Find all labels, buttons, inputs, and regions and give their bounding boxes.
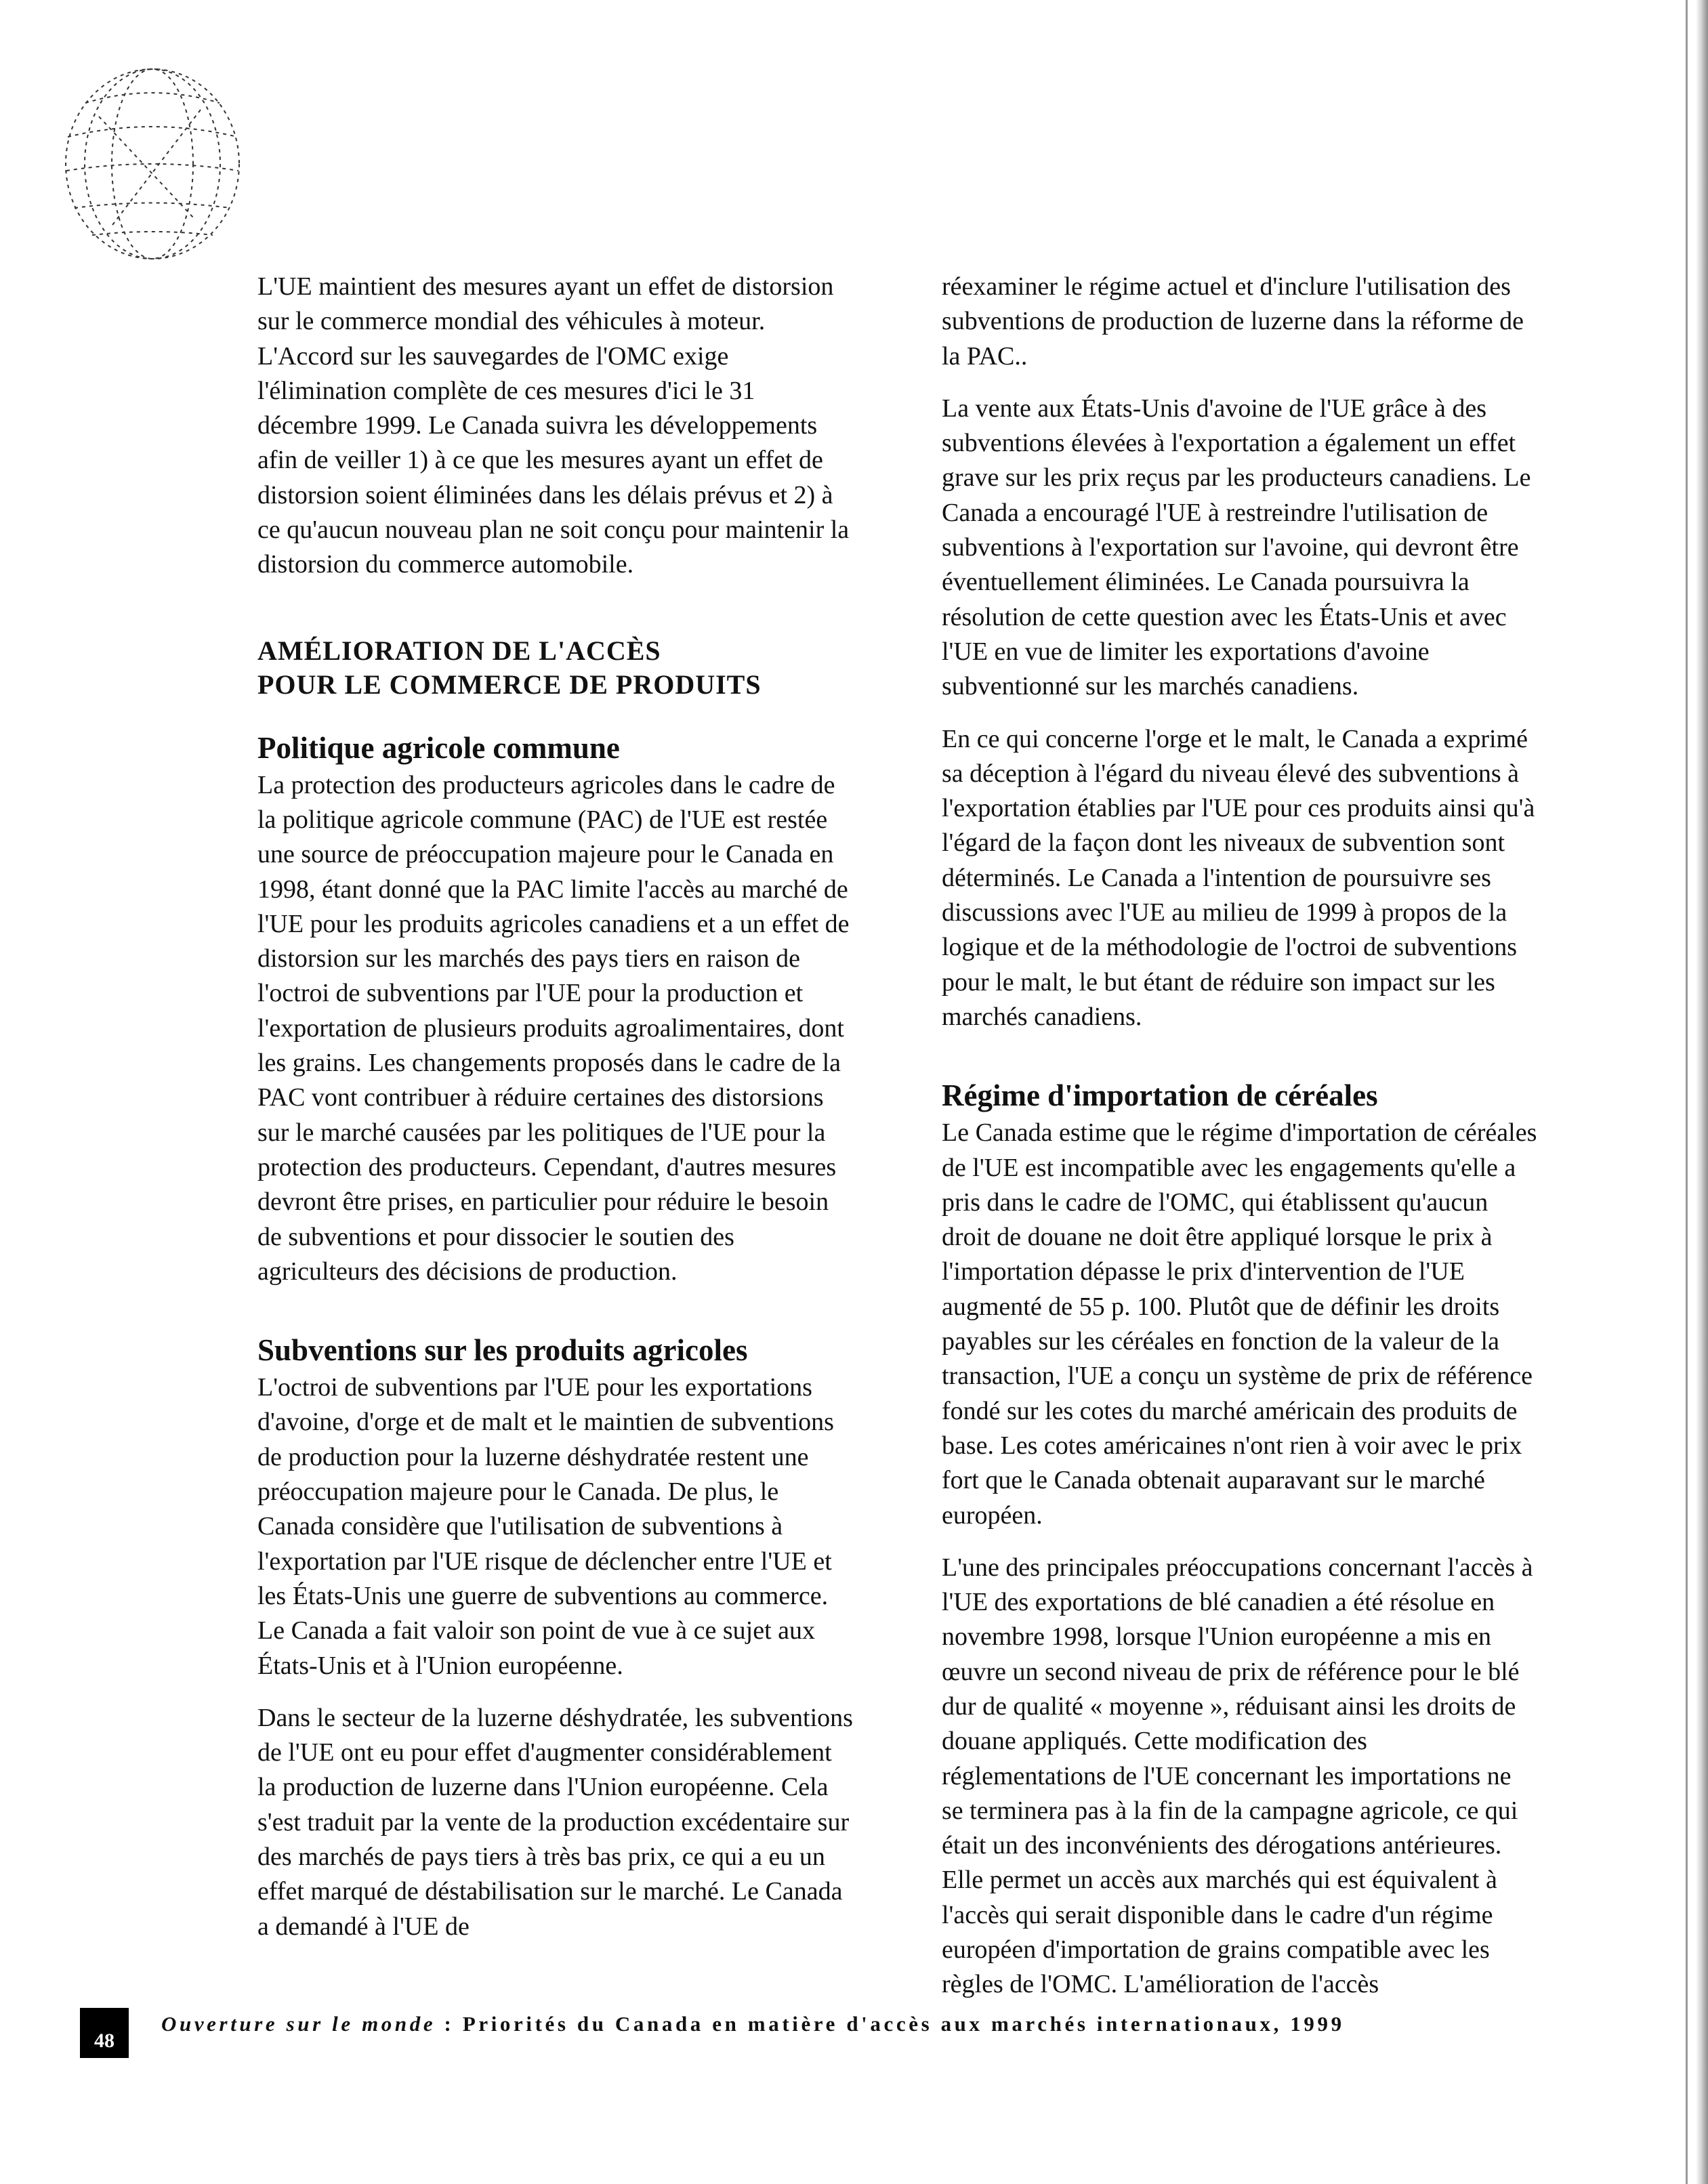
body-paragraph: L'une des principales préoccupations concernant l'accès à l'UE des exportations de blé canadien a été résolue en novembre 1998, lorsque l'Union européenne a mis en œuvre un second niveau de prix de référence pour le blé dur de qualité « moyenne », réduisant ainsi les droits de douane appliqués. Cette modification des réglementations de l'UE concernant les importations ne se terminera pas à la fin de la campagne agricole, ce qui était un des inconvénients des dérogations antérieures. Elle permet un accès aux marchés qui est équivalent à l'accès qui serait disponible dans le cadre d'un régime européen d'importation de grains compatible avec les règles de l'OMC. L'amélioration de l'accès [942,1553,1533,1999]
subheading-cereales: Régime d'importation de céréales [942,1078,1378,1113]
left-column [257,270,854,1944]
title-separator: : [436,2012,463,2036]
running-title [161,2012,1345,2036]
body-paragraph: En ce qui concerne l'orge et le malt, le Canada a exprimé sa déception à l'égard du niveau élevé des subventions à l'exportation établies par l'UE pour ces produits ainsi qu'à l'égard de la façon dont les niveaux de subvention sont déterminés. Le Canada a l'intention de poursuivre ses discussions avec l'UE au milieu de 1999 à propos de la logique et de la méthodologie de l'octroi de subventions pour le malt, le but étant de réduire son impact sur les marchés canadiens. [942,724,1535,1031]
body-paragraph: réexaminer le régime actuel et d'inclure l'utilisation des subventions de production de luzerne dans la réforme de la PAC.. [942,272,1524,371]
body-paragraph: Dans le secteur de la luzerne déshydratée, les subventions de l'UE ont eu pour effet d'augmenter considérablement la production de luzerne dans l'Union européenne. Cela s'est traduit par la vente de la production excédentaire sur des marchés de pays tiers à très bas prix, ce qui a eu un effet marqué de déstabilisation sur le marché. Le Canada a demandé à l'UE de [257,1703,853,1941]
body-paragraph: L'octroi de subventions par l'UE pour les exportations d'avoine, d'orge et de malt et le maintien de subventions de production pour la luzerne déshydratée restent une préoccupation majeure pour le Canada. De plus, le Canada considère que l'utilisation de subventions à l'exportation par l'UE risque de déclencher entre l'UE et les États-Unis une guerre de subventions au commerce. Le Canada a fait valoir son point de vue à ce sujet aux États-Unis et à l'Union européenne. [257,1373,834,1680]
subheading-subventions: Subventions sur les produits agricoles [257,1333,748,1368]
body-paragraph: La protection des producteurs agricoles dans le cadre de la politique agricole commune (PAC) de l'UE est restée une source de préoccupation majeure pour le Canada en 1998, étant donné que la PAC limite l'accès au marché de l'UE pour les produits agricoles canadiens et a un effet de distorsion sur les marchés des pays tiers en raison de l'octroi de subventions par l'UE pour la production et l'exportation de plusieurs produits agroalimentaires, dont les grains. Les changements proposés dans le cadre de la PAC vont contribuer à réduire certaines des distorsions sur le marché causées par les politiques de l'UE pour la protection des producteurs. Cependant, d'autres mesures devront être prises, en particulier pour réduire le besoin de subventions et pour dissocier le soutien des agriculteurs des décisions de production. [257,770,850,1286]
body-paragraph: L'UE maintient des mesures ayant un effet de distorsion sur le commerce mondial des véhicules à moteur. L'Accord sur les sauvegardes de l'OMC exige l'élimination complète de ces mesures d'ici le 31 décembre 1999. Le Canada suivra les développements afin de veiller 1) à ce que les mesures ayant un effet de distorsion soient éliminées dans les délais prévus et 2) à ce qu'aucun nouveau plan ne soit conçu pour maintenir la distorsion du commerce automobile. [257,272,850,579]
body-paragraph: Le Canada estime que le régime d'importation de céréales de l'UE est incompatible avec les engagements qu'elle a pris dans le cadre de l'OMC, qui établissent qu'aucun droit de douane ne doit être appliqué lorsque le prix à l'importation dépasse le prix d'intervention de l'UE augmenté de 55 p. 100. Plutôt que de définir les droits payables sur les céréales en fonction de la valeur de la transaction, l'UE a conçu un système de prix de référence fondé sur les cotes du marché américain des produits de base. Les cotes américaines n'ont rien à voir avec le prix fort que le Canada obtenait auparavant sur le marché européen. [942,1118,1537,1530]
section-heading-line: AMÉLIORATION DE L'ACCÈS [257,635,661,666]
series-title: Ouverture sur le monde [161,2012,436,2036]
subheading-pac: Politique agricole commune [257,730,620,765]
scan-edge-line [1686,0,1688,2184]
right-column [942,270,1538,2002]
title-rest: Priorités du Canada en matière d'accès aux marchés internationaux, 1999 [462,2012,1345,2036]
scan-edge-shadow [1696,0,1708,2184]
section-heading [257,634,854,702]
section-heading-line: POUR LE COMMERCE DE PRODUITS [257,669,762,700]
globe-wireframe-icon [58,62,247,266]
page-number: 48 [80,2008,129,2058]
body-paragraph: La vente aux États-Unis d'avoine de l'UE grâce à des subventions élevées à l'exportation a également un effet grave sur les prix reçus par les producteurs canadiens. Le Canada a encouragé l'UE à restreindre l'utilisation de subventions à l'exportation sur l'avoine, qui devront être éventuellement éliminées. Le Canada poursuivra la résolution de cette question avec les États-Unis et avec l'UE en vue de limiter les exportations d'avoine subventionné sur les marchés canadiens. [942,394,1531,701]
page-footer [80,2008,1503,2058]
